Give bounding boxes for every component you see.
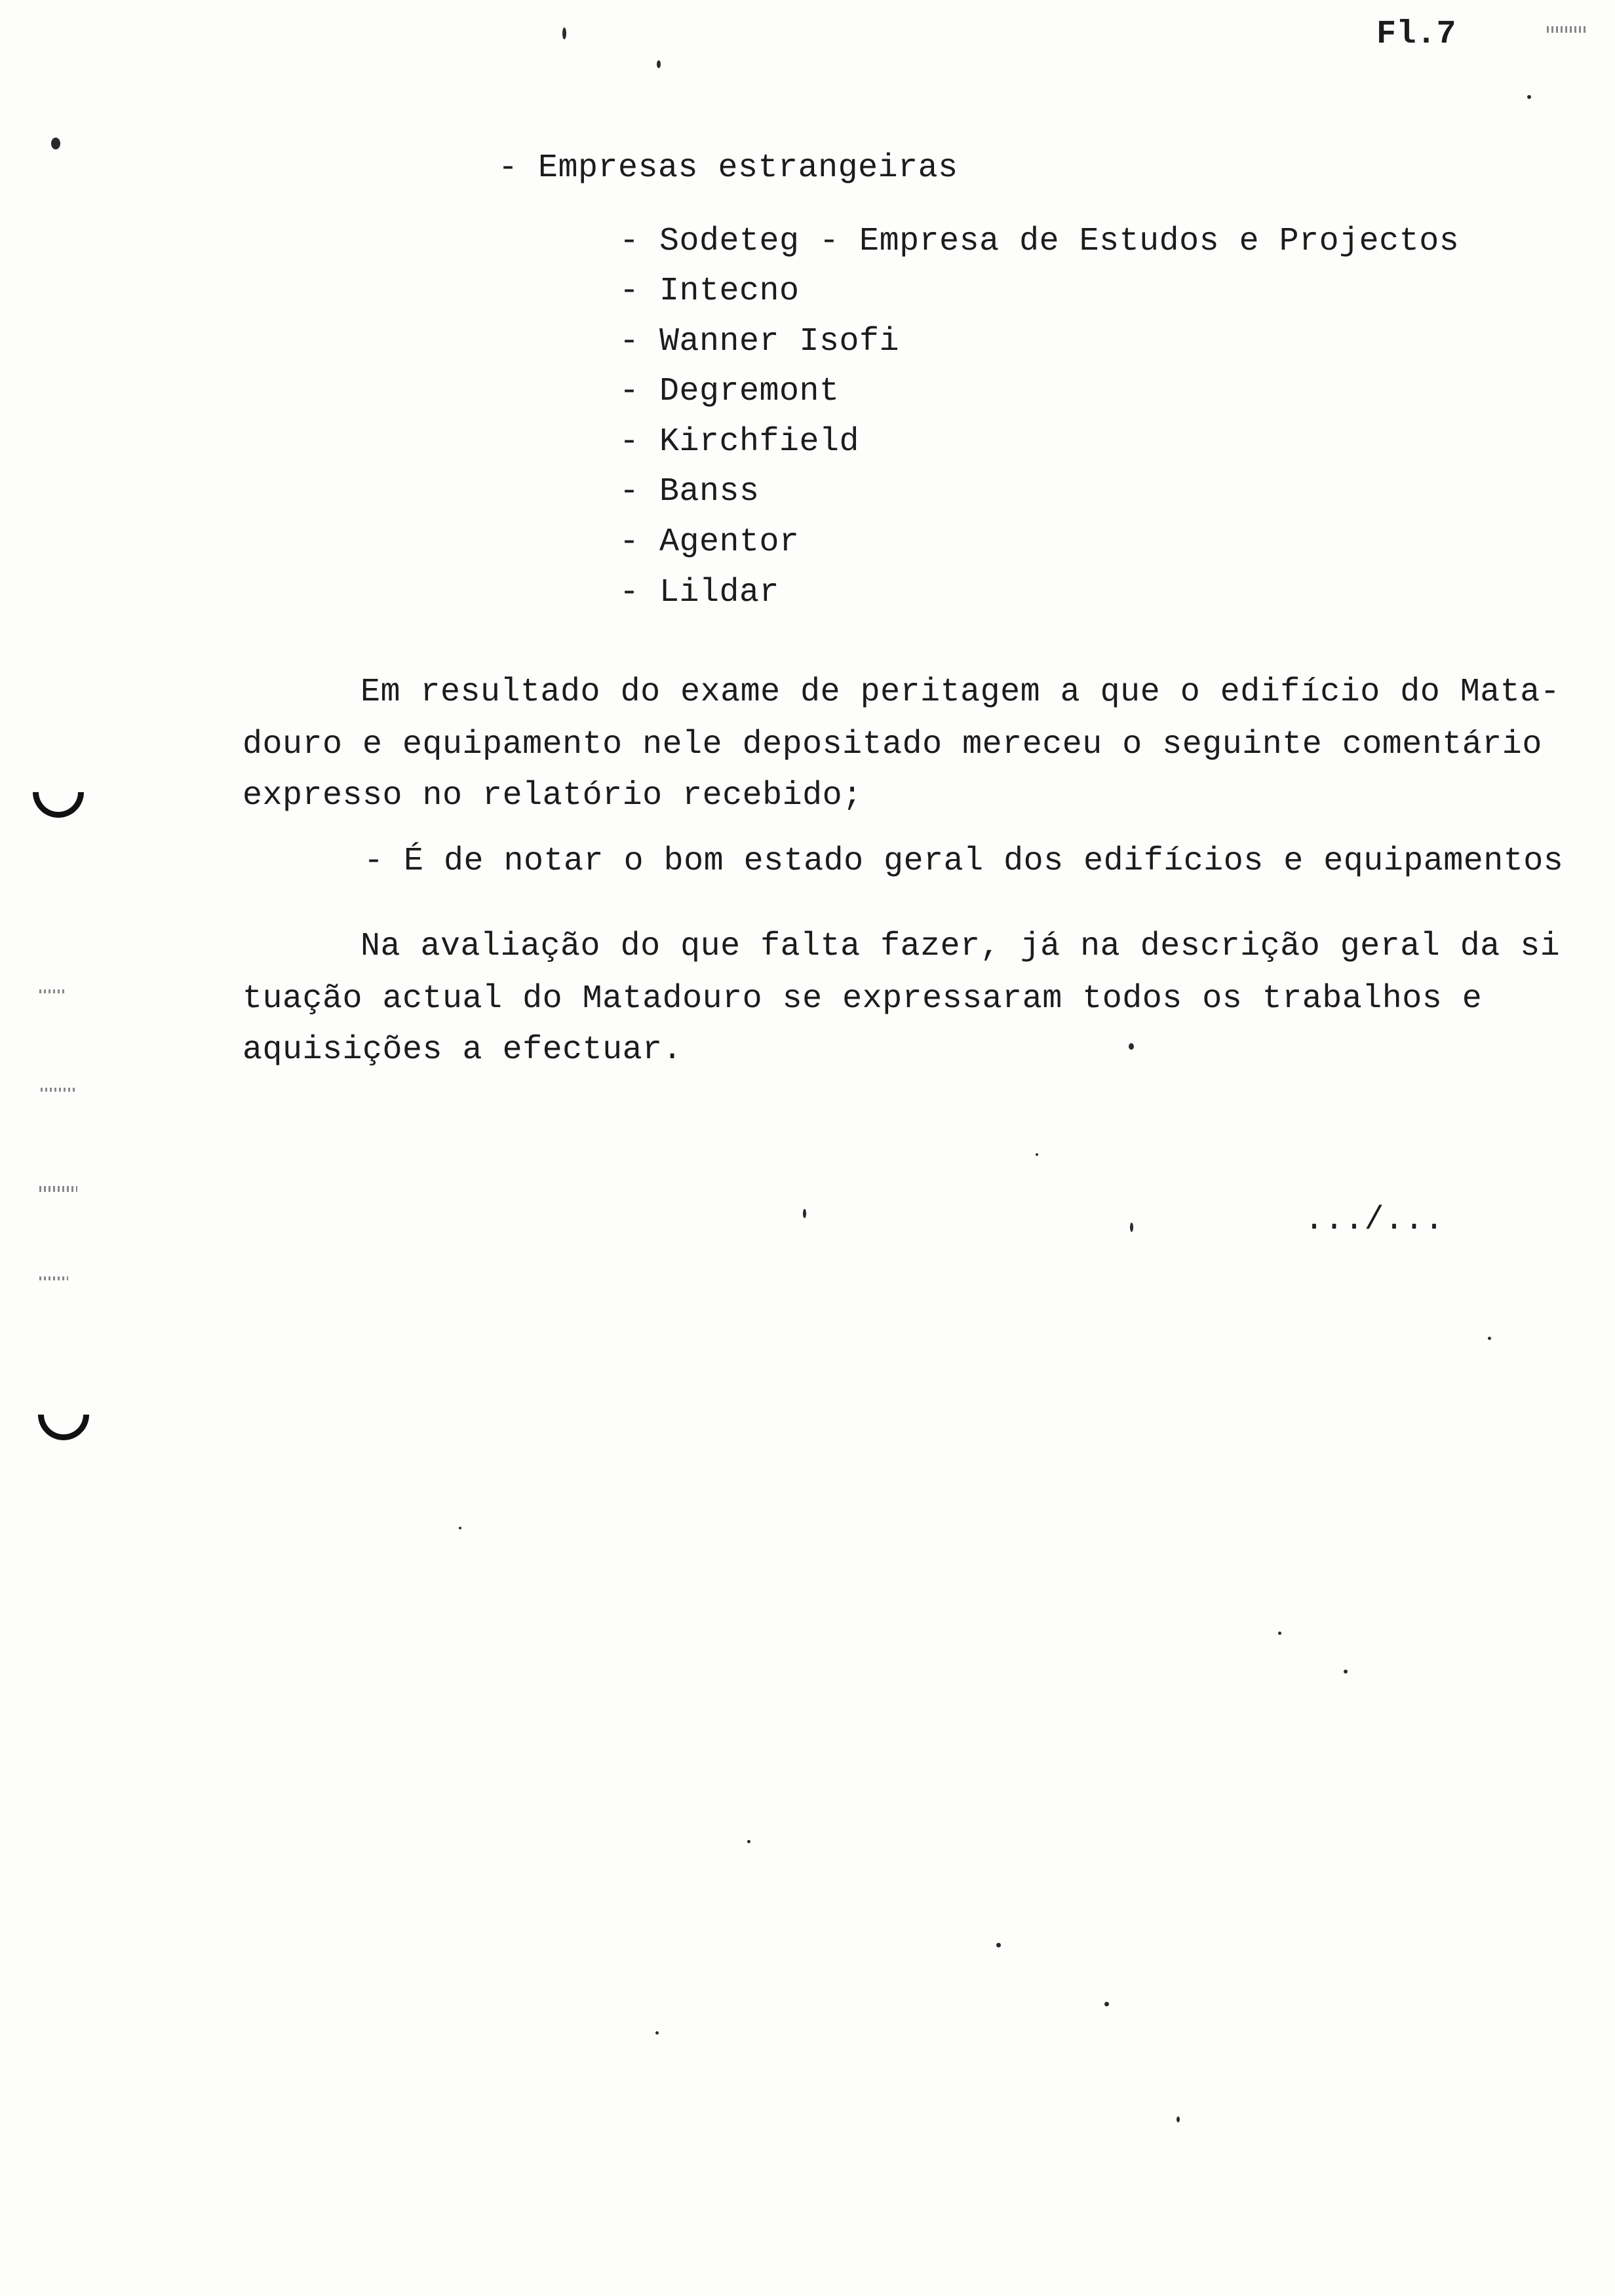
scan-smudge — [39, 1276, 68, 1280]
list-item: - Sodeteg - Empresa de Estudos e Projectos — [619, 223, 1460, 260]
punch-hole-mark — [22, 756, 94, 828]
paragraph-line: expresso no relatório recebido; — [243, 777, 863, 814]
scan-speck — [1278, 1632, 1281, 1635]
paragraph-line: Em resultado do exame de peritagem a que o edifício do Mata- — [360, 674, 1561, 711]
list-item: - Lildar — [619, 574, 780, 611]
scan-smudge — [39, 989, 66, 993]
scan-speck — [996, 1943, 1001, 1947]
scan-speck — [1177, 2116, 1180, 2122]
scan-speck — [459, 1527, 461, 1529]
list-item: - Banss — [619, 473, 760, 510]
scan-speck — [655, 2031, 659, 2035]
scan-speck — [747, 1840, 750, 1843]
scan-speck — [1036, 1153, 1038, 1156]
scan-smudge — [41, 1088, 75, 1092]
scan-speck — [803, 1209, 806, 1218]
paragraph-line: tuação actual do Matadouro se expressaram todos os trabalhos e — [243, 980, 1483, 1018]
punch-hole-mark — [28, 1379, 100, 1451]
paragraph-line: Na avaliação do que falta fazer, já na descrição geral da si — [360, 928, 1561, 965]
section-heading: - Empresas estrangeiras — [498, 149, 958, 187]
list-item: - Intecno — [619, 273, 800, 310]
scan-speck — [1104, 2002, 1109, 2006]
scan-speck — [657, 60, 661, 68]
scan-speck — [1130, 1223, 1133, 1232]
scan-speck — [562, 28, 566, 39]
list-item: - Agentor — [619, 524, 800, 561]
scan-speck — [51, 138, 60, 149]
scan-speck — [1129, 1043, 1134, 1050]
continuation-mark: .../... — [1304, 1202, 1445, 1239]
scan-smudge — [1547, 26, 1586, 33]
paragraph-line: aquisições a efectuar. — [243, 1031, 683, 1069]
scan-speck — [1344, 1670, 1348, 1674]
scan-smudge — [39, 1186, 77, 1192]
report-comment: - É de notar o bom estado geral dos edifícios e equipamentos — [364, 843, 1564, 880]
list-item: - Wanner Isofi — [619, 323, 900, 360]
paragraph-line: douro e equipamento nele depositado mereceu o seguinte comentário — [243, 726, 1542, 763]
scan-speck — [1527, 95, 1531, 99]
folio-number: Fl.7 — [1376, 16, 1457, 53]
list-item: - Kirchfield — [619, 423, 860, 461]
scan-speck — [1488, 1337, 1491, 1340]
list-item: - Degremont — [619, 373, 840, 410]
